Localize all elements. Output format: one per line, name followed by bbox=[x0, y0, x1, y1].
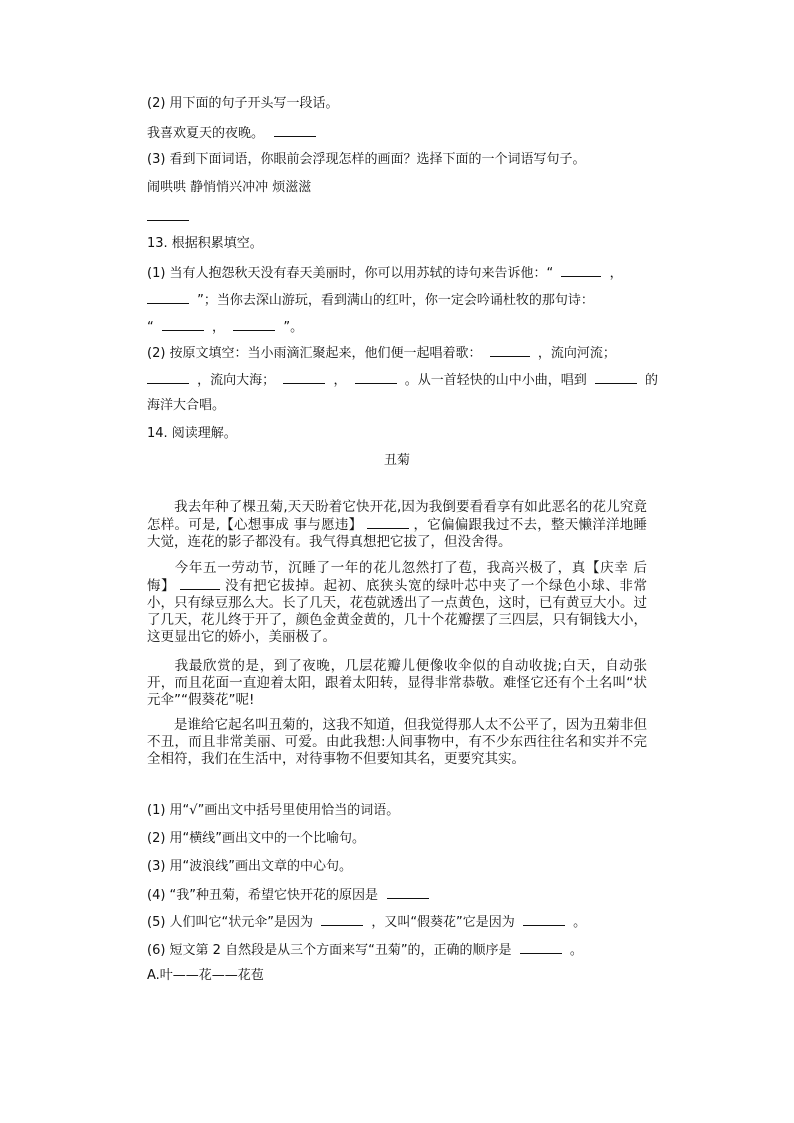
answer-blank[interactable] bbox=[595, 371, 637, 384]
q12-part2-line bbox=[147, 124, 316, 142]
answer-blank[interactable] bbox=[233, 318, 275, 331]
q14-sub1: (1) 用“√”画出文中括号里使用恰当的词语。 bbox=[147, 803, 400, 818]
q13-part1-line1 bbox=[147, 264, 623, 282]
q14-sub6 bbox=[147, 941, 583, 959]
answer-blank[interactable] bbox=[490, 344, 530, 357]
q13-part1-open-quote: “ bbox=[147, 320, 154, 335]
q12-part2-text: 我喜欢夏天的夜晚。 bbox=[147, 126, 265, 141]
q12-part3-answer bbox=[147, 208, 189, 226]
q13-part2-text-a: (2) 按原文填空：当小雨滴汇聚起来，他们便一起唱着歌： bbox=[147, 346, 482, 361]
answer-blank[interactable] bbox=[162, 318, 204, 331]
q14-heading: 14. 阅读理解。 bbox=[147, 426, 237, 441]
answer-blank[interactable] bbox=[147, 291, 189, 304]
q14-sub6-text-b: 。 bbox=[569, 943, 583, 958]
q14-sub6-text-a: (6) 短文第 2 自然段是从三个方面来写“丑菊”的，正确的顺序是 bbox=[147, 943, 512, 958]
answer-blank[interactable] bbox=[147, 371, 189, 384]
q14-sub5 bbox=[147, 913, 586, 931]
answer-blank[interactable] bbox=[387, 886, 429, 899]
answer-blank[interactable] bbox=[180, 577, 220, 590]
q13-part2-line2 bbox=[147, 371, 658, 389]
passage-paragraph-1 bbox=[147, 499, 647, 551]
q13-part1-mid-comma: ， bbox=[212, 320, 226, 335]
q13-part1-line3 bbox=[147, 318, 303, 336]
q14-sub4 bbox=[147, 886, 429, 904]
para4-text: 是谁给它起名叫丑菊的，这我不知道，但我觉得那人太不公平了，因为丑菊非但不丑，而且非常美丽、可爱。由此我想:人间事物中，有不少东西往往名和实并不完全相符，我们在生活中，对待事物不但要知其名，更要究其实。 bbox=[147, 717, 647, 767]
q13-part1-comma: ， bbox=[609, 266, 623, 281]
passage-paragraph-2 bbox=[147, 560, 647, 646]
para2-text-a: 今年五一劳动节，沉睡了一年的花儿忽然打了苞，我高兴极了，真【庆幸 后悔】 bbox=[147, 560, 647, 594]
q13-part1-text-b: ”；当你去深山游玩，看到满山的红叶，你一定会吟诵杜牧的那句诗： bbox=[197, 293, 594, 308]
q12-part3-prompt: (3) 看到下面词语，你眼前会浮现怎样的画面？选择下面的一个词语写句子。 bbox=[147, 152, 586, 167]
q13-part1-line2 bbox=[147, 291, 594, 309]
passage-paragraph-3 bbox=[147, 658, 647, 709]
answer-blank[interactable] bbox=[274, 124, 316, 137]
q13-part2-text-b4: 的 bbox=[645, 373, 659, 388]
q13-part2-text-a-end: ，流向河流； bbox=[537, 346, 616, 361]
passage-title: 丑菊 bbox=[383, 453, 410, 468]
answer-blank[interactable] bbox=[561, 264, 601, 277]
para2-text-b: 没有把它拔掉。起初、底狭头宽的绿叶芯中夹了一个绿色小球、非常小，只有绿豆那么大。长了几天，花苞就透出了一点黄色，这时，已有黄豆大小。过了几天，花儿终于开了，颜色金黄金黄的，几十个花瓣摆了三四层，只有铜钱大小，这更显出它的娇小，美丽极了。 bbox=[147, 578, 648, 645]
answer-blank[interactable] bbox=[523, 913, 565, 926]
q13-part2-text-b3: 。从一首轻快的山中小曲，唱到 bbox=[404, 373, 587, 388]
para1-text-a: 我去年种了棵丑菊,天天盼着它快开花,因为我倒要看看享有如此恶名的花儿究竟怎样。可是,【心想事成 事与愿违】 bbox=[147, 499, 647, 533]
answer-blank[interactable] bbox=[147, 208, 189, 221]
q13-part1-close-quote: ”。 bbox=[283, 320, 304, 335]
q13-part2-line3: 海洋大合唱。 bbox=[147, 398, 226, 413]
passage-paragraph-4 bbox=[147, 717, 647, 768]
answer-blank[interactable] bbox=[367, 516, 409, 529]
q14-sub5-text-a: (5) 人们叫它“状元伞”是因为 bbox=[147, 915, 314, 930]
q14-sub5-text-c: 。 bbox=[573, 915, 587, 930]
q13-part2-text-b1: ，流向大海； bbox=[197, 373, 276, 388]
answer-blank[interactable] bbox=[283, 371, 325, 384]
para3-text: 我最欣赏的是，到了夜晚，几层花瓣儿便像收伞似的自动收拢;白天，自动张开，而且花面一直迎着太阳，跟着太阳转，显得非常恭敬。难怪它还有个土名叫“状元伞”“假葵花”呢! bbox=[147, 658, 647, 708]
q12-part2-prompt: (2) 用下面的句子开头写一段话。 bbox=[147, 96, 339, 111]
answer-blank[interactable] bbox=[355, 371, 397, 384]
q13-heading: 13. 根据积累填空。 bbox=[147, 236, 263, 251]
q14-option-a[interactable]: A.叶——花——花苞 bbox=[147, 968, 264, 983]
q13-part2-text-b2: ， bbox=[333, 373, 347, 388]
q14-sub4-text: (4) “我”种丑菊，希望它快开花的原因是 bbox=[147, 888, 379, 903]
answer-blank[interactable] bbox=[321, 913, 363, 926]
q14-sub5-text-b: ，又叫“假葵花”它是因为 bbox=[371, 915, 515, 930]
q14-sub3: (3) 用“波浪线”画出文章的中心句。 bbox=[147, 859, 353, 874]
q12-part3-words: 闹哄哄 静悄悄兴冲冲 烦滋滋 bbox=[147, 180, 312, 195]
q13-part2-line1 bbox=[147, 344, 616, 362]
q13-part1-text-a: (1) 当有人抱怨秋天没有春天美丽时，你可以用苏轼的诗句来告诉他：“ bbox=[147, 266, 554, 281]
answer-blank[interactable] bbox=[520, 941, 562, 954]
q14-sub2: (2) 用“横线”画出文中的一个比喻句。 bbox=[147, 831, 366, 846]
para1-text-b: ，它偏偏跟我过不去，整天懒洋洋地睡大觉，连花的影子都没有。我气得真想把它拔了，但没舍得。 bbox=[147, 517, 647, 550]
